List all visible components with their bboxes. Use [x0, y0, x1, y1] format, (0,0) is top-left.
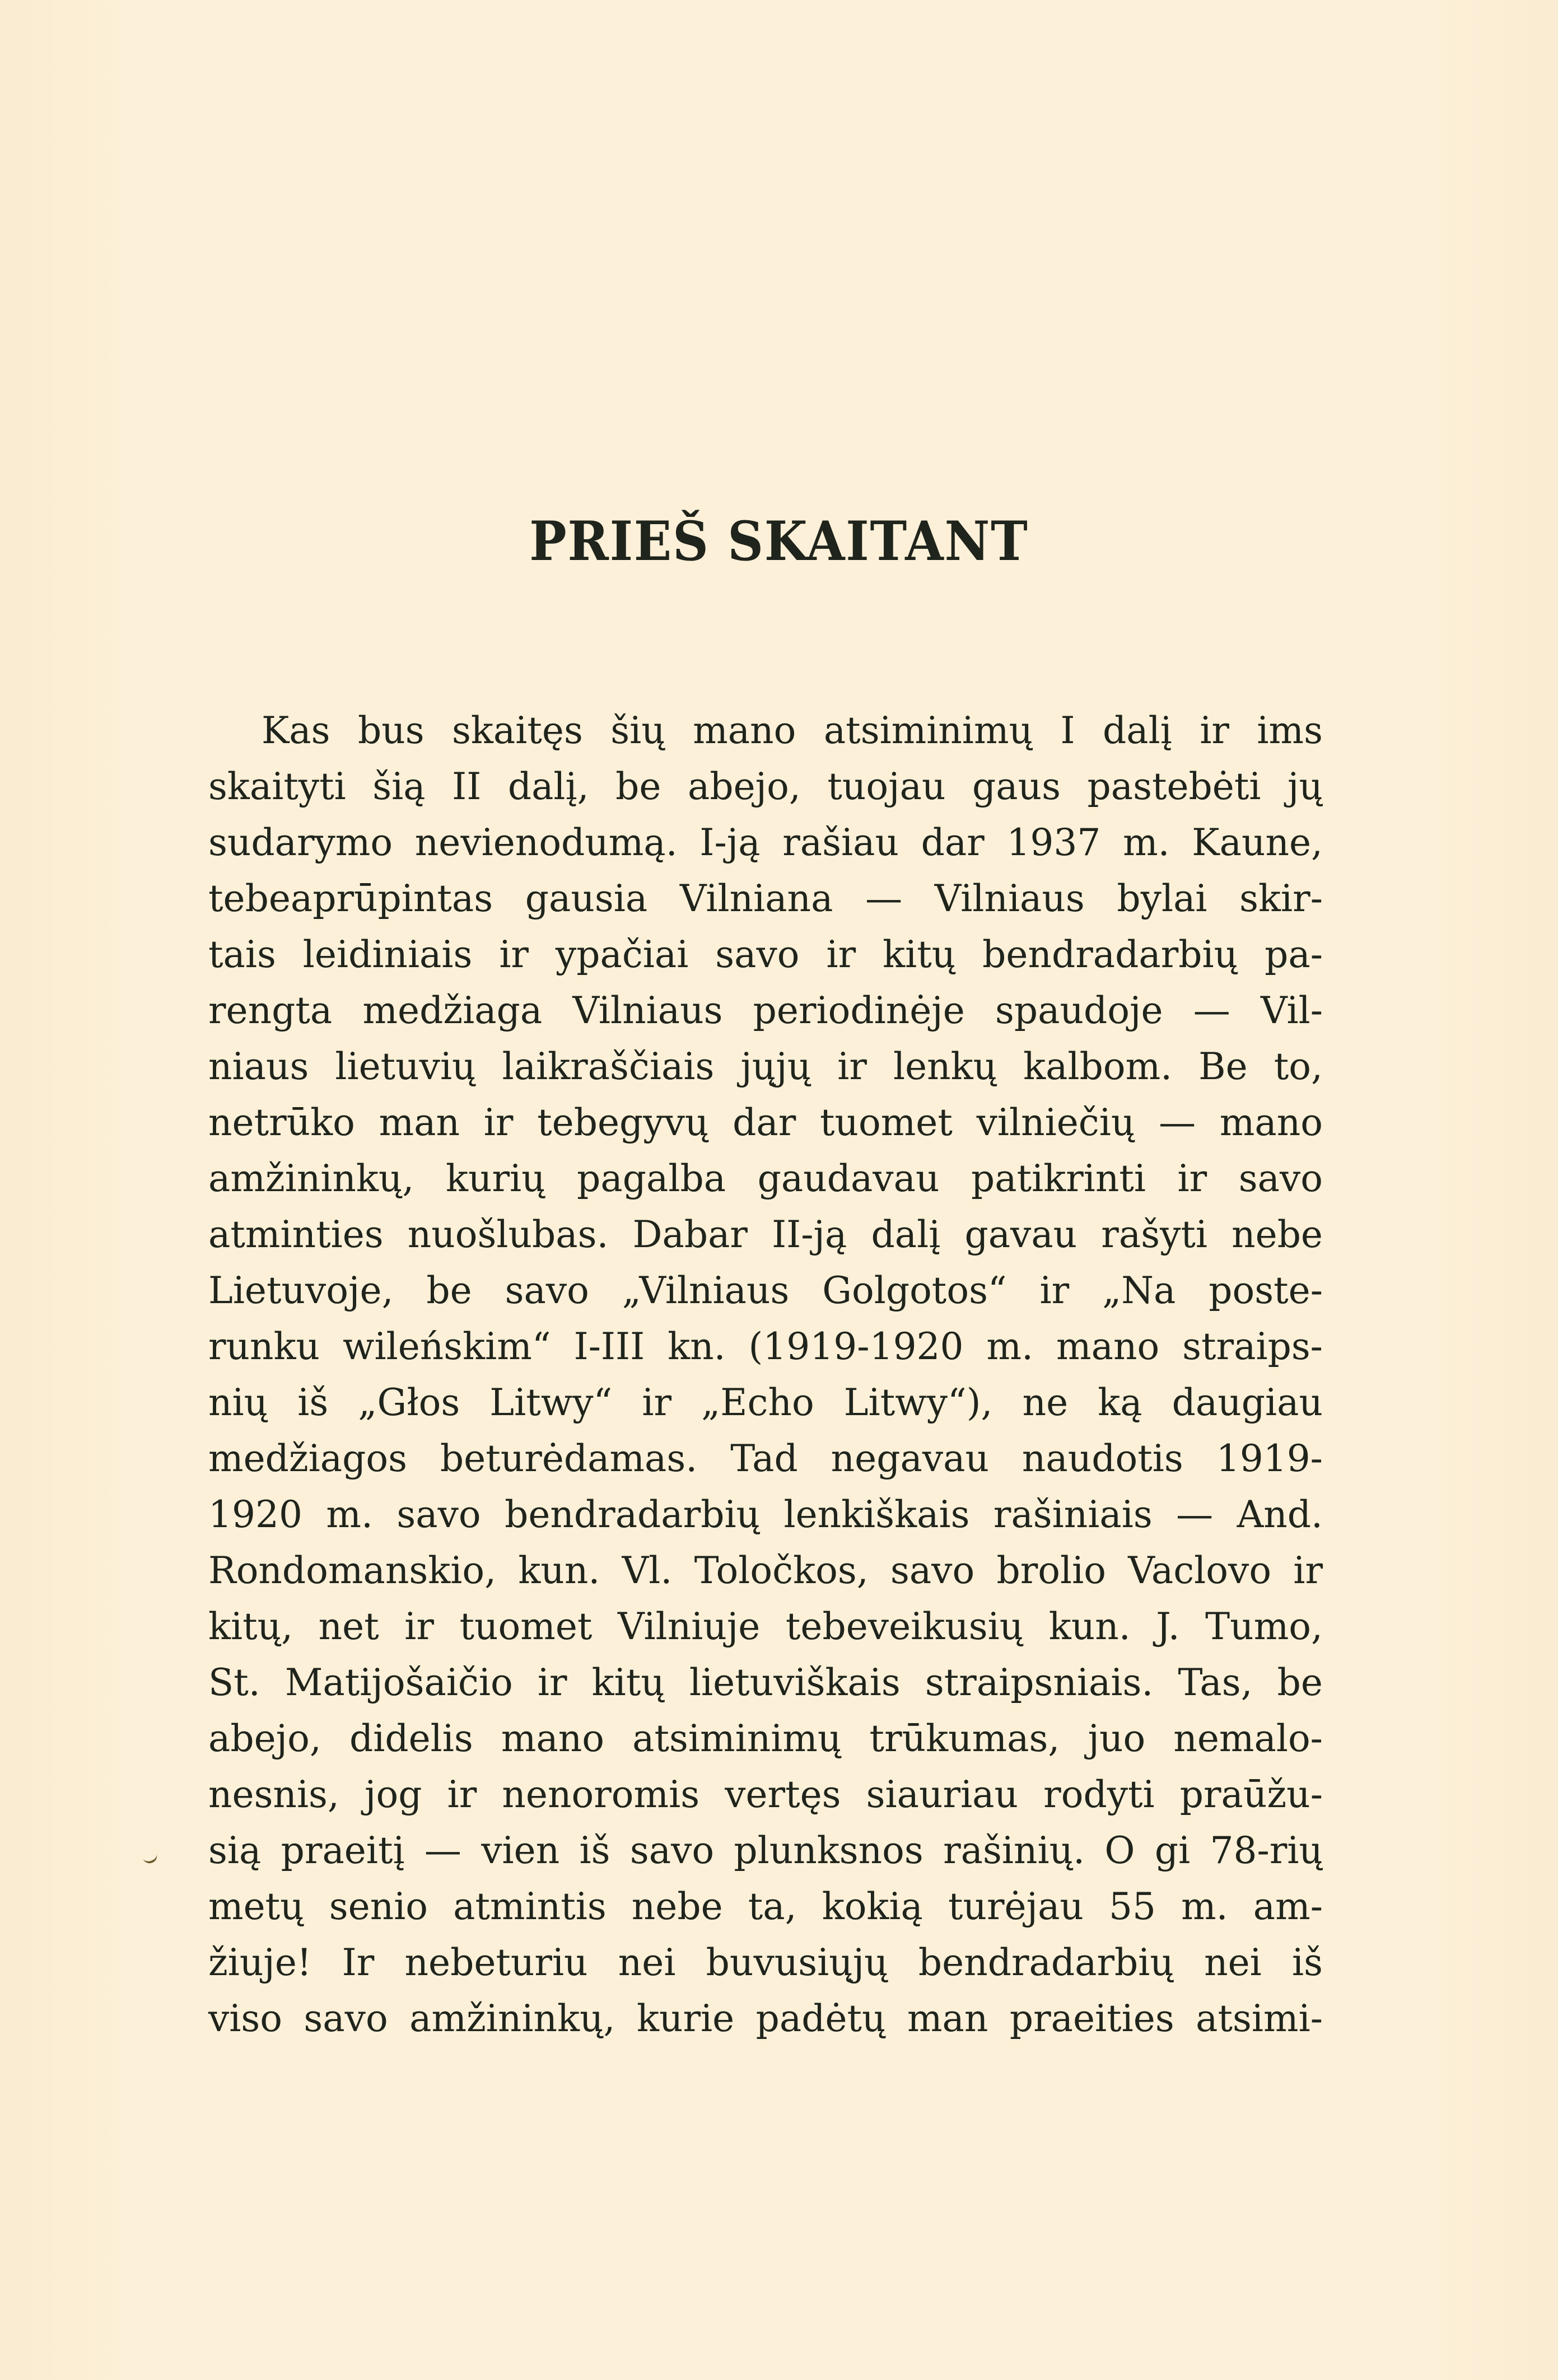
text-line: nesnis, jog ir nenoromis vertęs siauriau rodyti praūžu-	[208, 1773, 1323, 1816]
text-line: Lietuvoje, be savo „Vilniaus Golgotos“ ir „Na poste-	[208, 1269, 1323, 1312]
page-title: PRIEŠ SKAITANT	[529, 510, 1029, 573]
text-line: kitų, net ir tuomet Vilniuje tebeveikusių kun. J. Tumo,	[208, 1605, 1323, 1648]
text-line: žiuje! Ir nebeturiu nei buvusiųjų bendradarbių nei iš	[208, 1941, 1323, 1984]
text-line: 1920 m. savo bendradarbių lenkiškais rašiniais — And.	[208, 1493, 1323, 1536]
text-line: sią praeitį — vien iš savo plunksnos rašinių. O gi 78-rių	[208, 1829, 1323, 1872]
text-line: tais leidiniais ir ypačiai savo ir kitų bendradarbių pa-	[208, 933, 1323, 976]
body-paragraph	[208, 703, 1323, 2047]
text-line: nių iš „Głos Litwy“ ir „Echo Litwy“), ne ką daugiau	[208, 1381, 1323, 1424]
text-line: niaus lietuvių laikraščiais jųjų ir lenkų kalbom. Be to,	[208, 1045, 1323, 1088]
ink-mark-icon	[142, 1853, 158, 1865]
text-line: netrūko man ir tebegyvų dar tuomet vilniečių — mano	[208, 1101, 1323, 1144]
text-line: sudarymo nevienodumą. I-ją rašiau dar 1937 m. Kaune,	[208, 821, 1323, 864]
text-line: rengta medžiaga Vilniaus periodinėje spaudoje — Vil-	[208, 989, 1323, 1032]
text-line: Kas bus skaitęs šių mano atsiminimų I dalį ir ims	[262, 709, 1323, 752]
text-line: metų senio atmintis nebe ta, kokią turėjau 55 m. am-	[208, 1885, 1323, 1928]
text-line: runku wileńskim“ I-III kn. (1919-1920 m. mano straips-	[208, 1325, 1323, 1368]
text-line: Rondomanskio, kun. Vl. Toločkos, savo brolio Vaclovo ir	[208, 1549, 1323, 1592]
text-line: amžininkų, kurių pagalba gaudavau patikrinti ir savo	[208, 1157, 1323, 1200]
text-line: St. Matijošaičio ir kitų lietuviškais straipsniais. Tas, be	[208, 1661, 1323, 1704]
text-line: tebeaprūpintas gausia Vilniana — Vilniaus bylai skir-	[208, 877, 1323, 920]
text-line: atminties nuošlubas. Dabar II-ją dalį gavau rašyti nebe	[208, 1213, 1323, 1256]
text-line: medžiagos beturėdamas. Tad negavau naudotis 1919-	[208, 1437, 1323, 1480]
text-line: viso savo amžininkų, kurie padėtų man praeities atsimi-	[208, 1997, 1323, 2040]
text-line: skaityti šią II dalį, be abejo, tuojau gaus pastebėti jų	[208, 765, 1323, 808]
text-line: abejo, didelis mano atsiminimų trūkumas, juo nemalo-	[208, 1717, 1323, 1760]
